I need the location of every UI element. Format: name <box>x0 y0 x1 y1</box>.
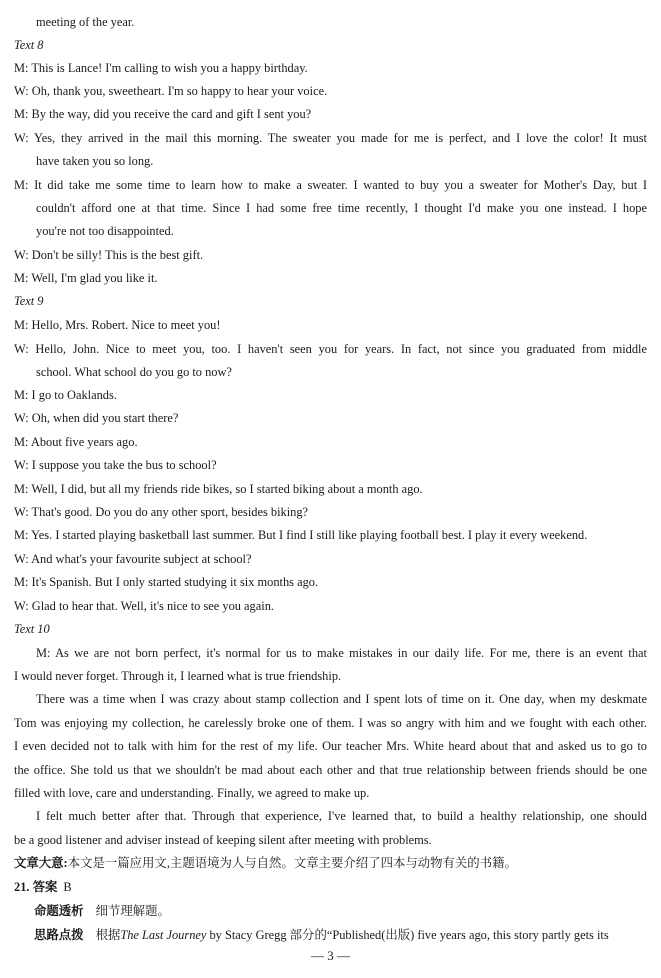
transcript-line: meeting of the year. <box>36 15 135 29</box>
hint-rest: by Stacy Gregg 部分的“Published(出版) five years ago, this story partly gets its <box>206 928 609 942</box>
transcript-line: M: About five years ago. <box>14 435 138 449</box>
transcript-line: filled with love, care and understanding. Finally, we agreed to make up. <box>14 786 370 800</box>
transcript-line: I would never forget. Through it, I learned what is true friendship. <box>14 669 342 683</box>
transcript-line: W: Oh, thank you, sweetheart. I'm so happy to hear your voice. <box>14 84 328 98</box>
transcript-line: M: I go to Oaklands. <box>14 388 117 402</box>
hint-prefix: 根据 <box>95 928 121 942</box>
transcript-line: M: Yes. I started playing basketball last summer. But I find I still like playing football best. I play it every weekend. <box>14 528 588 542</box>
transcript-line: I felt much better after that. Through that experience, I've learned that, to build a healthy relationship, one should <box>36 809 647 823</box>
transcript-line: Tom was enjoying my collection, he carelessly broke one of them. I was so angry with him and we fought with each other. <box>14 716 647 730</box>
transcript-line: W: Glad to hear that. Well, it's nice to see you again. <box>14 599 274 613</box>
hint-label: 思路点拨 <box>34 928 84 942</box>
analysis-label: 命题透析 <box>34 904 84 918</box>
transcript-line: M: Hello, Mrs. Robert. Nice to meet you! <box>14 318 221 332</box>
transcript-line: M: As we are not born perfect, it's normal for us to make mistakes in our daily life. For me, there is an event that <box>36 646 647 660</box>
transcript-line: W: And what's your favourite subject at school? <box>14 552 252 566</box>
summary-label: 文章大意: <box>14 856 68 870</box>
answer-value: B <box>63 880 72 894</box>
transcript-line: be a good listener and adviser instead of keeping silent after meeting with problems. <box>14 833 432 847</box>
transcript-line: W: Oh, when did you start there? <box>14 411 179 425</box>
summary-line <box>14 853 647 873</box>
hint-book-title: The Last Journey <box>120 928 207 942</box>
answer-line <box>14 877 647 897</box>
transcript-line: the office. She told us that we shouldn't be mad about each other and that true relationship between friends should be one <box>14 763 647 777</box>
transcript-line: school. What school do you go to now? <box>36 365 232 379</box>
section-label: Text 10 <box>14 622 50 636</box>
page-number: — 3 — <box>311 948 350 963</box>
transcript-line: M: It's Spanish. But I only started studying it six months ago. <box>14 575 319 589</box>
transcript-line: W: That's good. Do you do any other sport, besides biking? <box>14 505 309 519</box>
transcript-line: I even decided not to talk with him for the rest of my life. Our teacher Mrs. White heard about that and asked us to go to <box>14 739 647 753</box>
summary-text: 本文是一篇应用文,主题语境为人与自然。文章主要介绍了四本与动物有关的书籍。 <box>67 856 517 870</box>
transcript-line: couldn't afford one at that time. Since I had some free time recently, I thought I'd make you one instead. I hope <box>36 201 647 215</box>
transcript-line: M: Well, I'm glad you like it. <box>14 271 158 285</box>
transcript-line: M: It did take me some time to learn how to make a sweater. I wanted to buy you a sweater for Mother's Day, but I <box>14 178 647 192</box>
transcript-line: W: I suppose you take the bus to school? <box>14 458 217 472</box>
transcript-line: you're not too disappointed. <box>36 224 174 238</box>
analysis-text: 细节理解题。 <box>95 904 170 918</box>
transcript-line: W: Yes, they arrived in the mail this morning. The sweater you made for me is perfect, and I love the color! It must <box>14 131 647 145</box>
section-label: Text 8 <box>14 38 44 52</box>
transcript-line: M: Well, I did, but all my friends ride bikes, so I started biking about a month ago. <box>14 482 423 496</box>
hint-line <box>34 925 647 945</box>
transcript-line: W: Don't be silly! This is the best gift. <box>14 248 204 262</box>
transcript-line: M: By the way, did you receive the card and gift I sent you? <box>14 107 312 121</box>
transcript-line: M: This is Lance! I'm calling to wish you a happy birthday. <box>14 61 308 75</box>
transcript-line: There was a time when I was crazy about stamp collection and I spent lots of time on it. One day, when my deskmate <box>36 692 647 706</box>
transcript-line: have taken you so long. <box>36 154 154 168</box>
analysis-line <box>34 901 647 921</box>
answer-label: 21. 答案 <box>14 880 58 894</box>
section-label: Text 9 <box>14 294 44 308</box>
transcript-line: W: Hello, John. Nice to meet you, too. I haven't seen you for years. In fact, not since you graduated from middle <box>14 342 647 356</box>
